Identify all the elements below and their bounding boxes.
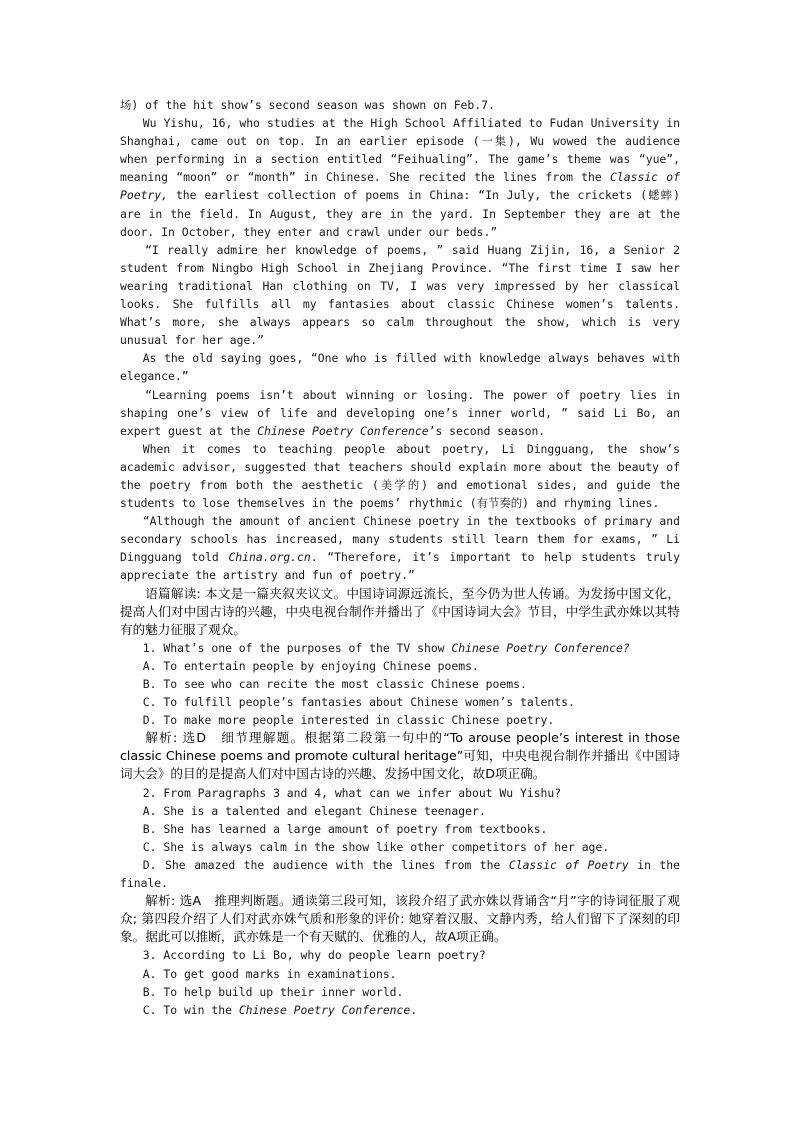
passage-paragraph-4 bbox=[120, 386, 680, 440]
question-1-explanation bbox=[120, 729, 680, 783]
question-2-option-d bbox=[120, 856, 680, 892]
question-1-option-b: B. To see who can recite the most classic Chinese poems. bbox=[142, 677, 527, 691]
question-1-quoted-sentence: To arouse people’s interest in those classic Chinese poems and promote cultural heritage bbox=[120, 730, 680, 764]
question-2-option-b: B. She has learned a large amount of poetry from textbooks. bbox=[142, 821, 548, 836]
question-2-explanation: 解析: 选A 推理判断题。通读第三段可知，该段介绍了武亦姝以背诵含“月”字的诗词征服了观众; 第四段介绍了人们对武亦姝气质和形象的评价: 她穿着汉服、文静内秀，给人们留下了深刻的印象。据此可以推断，武亦姝是一个有天赋的、优雅的人，故A项正确。 bbox=[120, 893, 680, 945]
paragraph-1-text: Wu Yishu, 16, who studies at the High School Affiliated to Fudan University in Shanghai, came out on top. In an earlier episode (一集), Wu wowed the audience when performing in a section entitled “Feihualing”. The game’s theme was “yue”, meaning “moon” or “month” in Chinese. She recited the lines from the bbox=[120, 116, 680, 185]
passage-paragraph-1 bbox=[120, 114, 680, 241]
question-1-option-c: C. To fulfill people’s fantasies about Chinese women’s talents. bbox=[142, 695, 575, 710]
paragraph-6-text-end: . “Therefore, it’s important to help students truly appreciate the artistry and fun of poetry.” bbox=[120, 550, 681, 583]
passage-paragraph-3: As the old saying goes, “One who is filled with knowledge always behaves with elegance.” bbox=[120, 351, 680, 384]
website-name: China.org.cn bbox=[228, 550, 311, 565]
question-3-option-c-end: . bbox=[410, 1002, 418, 1017]
paragraph-6-text: “Although the amount of ancient Chinese poetry in the textbooks of primary and secondary schools has increased, many students still learn them for exams, ” Li Dingguang told bbox=[120, 514, 680, 565]
passage-analysis: 语篇解读: 本文是一篇夹叙夹议文。中国诗词源远流长，至今仍为世人传诵。为发扬中国文化，提高人们对中国古诗的兴趣，中央电视台制作并播出了《中国诗词大会》节目，中学生武亦姝以其特有的魅力征服了观众。 bbox=[120, 585, 680, 637]
paragraph-1-text-end: the earliest collection of poems in China: “In July, the crickets (蟋蟀) are in the field. In August, they are in the yard. In September they are at the door. In October, they enter and crawl under our beds.” bbox=[120, 188, 680, 239]
question-1-explanation-end: ”可知，中央电视台制作并播出《中国诗词大会》的目的是提高人们对中国古诗的兴趣、发扬中国文化，故D项正确。 bbox=[120, 748, 680, 782]
passage-paragraph-6 bbox=[120, 512, 680, 584]
question-3-stem: 3. According to Li Bo, why do people learn poetry? bbox=[142, 948, 486, 963]
question-2-book-title: Classic of Poetry bbox=[508, 857, 629, 872]
question-1-option-d: D. To make more people interested in classic Chinese poetry. bbox=[142, 713, 555, 728]
paragraph-4-text: “Learning poems isn’t about winning or losing. The power of poetry lies in shaping one’s view of life and developing one’s inner world, ” said Li Bo, an expert guest at the bbox=[120, 387, 680, 438]
question-1-text: 1. What’s one of the purposes of the TV show bbox=[142, 640, 452, 655]
question-1-option-a: A. To entertain people by enjoying Chinese poems. bbox=[142, 658, 479, 673]
passage-paragraph-5: When it comes to teaching people about poetry, Li Dingguang, the show’s academic advisor, suggested that teachers should explain more about the beauty of the poetry from both the aesthetic (美学的) and emotional sides, and guide the students to lose themselves in the poems’ rhythmic (有节奏的) and rhyming lines. bbox=[120, 441, 680, 511]
question-1-show-title: Chinese Poetry Conference? bbox=[451, 640, 630, 655]
question-3-option-a: A. To get good marks in examinations. bbox=[142, 966, 397, 981]
question-2-stem: 2. From Paragraphs 3 and 4, what can we infer about Wu Yishu? bbox=[142, 785, 562, 800]
question-3-show-title: Chinese Poetry Conference bbox=[238, 1002, 411, 1017]
question-2-option-d-end: in the finale. bbox=[120, 857, 680, 891]
question-2-option-a: A. She is a talented and elegant Chinese teenager. bbox=[142, 803, 486, 818]
question-3-option-c bbox=[120, 1001, 680, 1019]
question-3-option-b: B. To help build up their inner world. bbox=[142, 984, 404, 999]
book-title-classic-of-poetry: Classic of Poetry, bbox=[120, 170, 681, 203]
question-3-option-c-text: C. To win the bbox=[142, 1002, 239, 1017]
passage-paragraph-0: 场) of the hit show’s second season was shown on Feb.7. bbox=[120, 98, 495, 112]
page-content bbox=[120, 96, 680, 1019]
question-1-explanation-text: 解析: 选D 细节理解题。根据第二段第一句中的“ bbox=[145, 730, 450, 746]
paragraph-4-text-end: ’s second season. bbox=[428, 423, 546, 438]
question-2-option-d-text: D. She amazed the audience with the lines from the bbox=[142, 857, 509, 872]
question-1-stem bbox=[120, 639, 680, 657]
passage-paragraph-2: “I really admire her knowledge of poems, ” said Huang Zijin, 16, a Senior 2 student from Ningbo High School in Zhejiang Province. “The first time I saw her wearing traditional Han clothing on TV, I was very impressed by her classical looks. She fulfills all my fantasies about classic Chinese women’s talents. What’s more, she always appears so calm throughout the show, which is very unusual for her age.” bbox=[120, 242, 680, 348]
show-title-chinese-poetry-conference: Chinese Poetry Conference bbox=[257, 423, 429, 438]
question-2-option-c: C. She is always calm in the show like other competitors of her age. bbox=[142, 839, 610, 854]
